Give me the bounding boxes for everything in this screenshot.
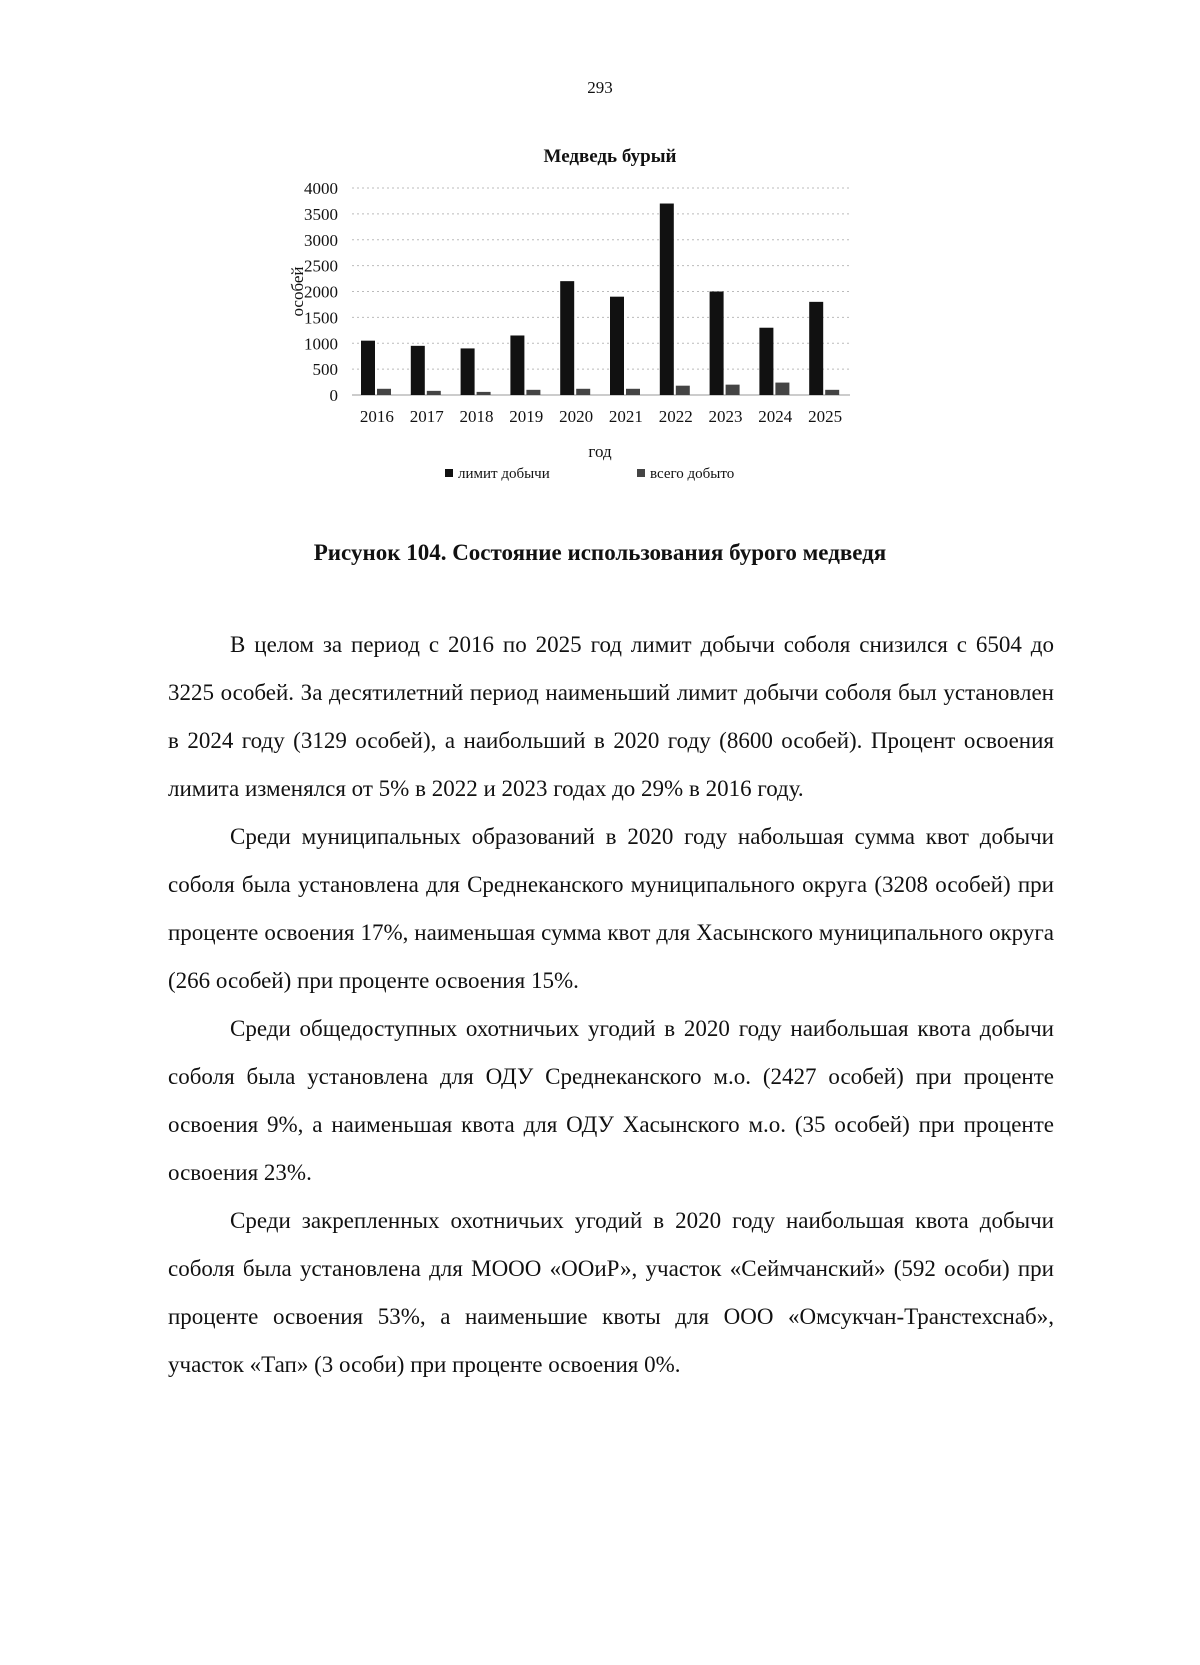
bar-harvested [377, 389, 391, 395]
bar-limit [560, 281, 574, 395]
bar-limit [809, 302, 823, 395]
x-tick-label: 2021 [608, 407, 643, 426]
bar-harvested [477, 392, 491, 395]
x-tick-label: 2023 [708, 407, 743, 426]
bar-harvested [676, 386, 690, 395]
bar-limit [759, 328, 773, 395]
paragraph-3: Среди общедоступных охотничьих угодий в 2020 году наибольшая квота добычи соболя была установлена для ОДУ Среднеканского м.о. (2427 особей) при проценте освоения 9%, а наименьшая квота для ОДУ Хасынского м.о. (35 особей) при проценте освоения 23%. [168, 1016, 1054, 1185]
x-tick-label: 2022 [658, 407, 693, 426]
bar-harvested [825, 390, 839, 395]
bar-harvested [626, 389, 640, 395]
x-tick-label: 2017 [409, 407, 444, 426]
legend-label-harvested: всего добыто [650, 466, 735, 482]
bar-harvested [526, 390, 540, 395]
body-text [168, 621, 1054, 1389]
y-tick-label: 3500 [304, 204, 338, 224]
bar-limit [510, 335, 524, 395]
y-tick-label: 0 [329, 386, 338, 405]
bar-limit [710, 292, 724, 396]
bar-chart [270, 175, 930, 515]
x-tick-label: 2024 [758, 407, 793, 426]
legend-label-limit: лимит добычи [458, 466, 550, 482]
paragraph-4: Среди закрепленных охотничьих угодий в 2020 году наибольшая квота добычи соболя была установлена для МООО «ООиР», участок «Сеймчанский» (592 особи) при проценте освоения 53%, а наименьшие квоты для ООО «Омсукчан-Транстехснаб», участок «Тап» (3 особи) при проценте освоения 0%. [168, 1208, 1054, 1377]
bar-harvested [427, 391, 441, 395]
y-tick-label: 500 [312, 360, 338, 380]
bar-limit [361, 341, 375, 395]
legend-swatch-limit [445, 469, 453, 477]
bar-harvested [726, 385, 740, 395]
y-tick-label: 1000 [304, 334, 338, 354]
x-tick-label: 2018 [459, 407, 494, 426]
paragraph-2: Среди муниципальных образований в 2020 году набольшая сумма квот добычи соболя была установлена для Среднеканского муниципального округа (3208 особей) при проценте освоения 17%, наименьшая сумма квот для Хасынского муниципального округа (266 особей) при проценте освоения 15%. [168, 824, 1054, 993]
figure-caption: Рисунок 104. Состояние использования бурого медведя [313, 540, 887, 565]
y-tick-label: 2500 [304, 256, 338, 276]
y-tick-label: 2000 [304, 282, 338, 302]
y-tick-label: 4000 [304, 179, 338, 198]
x-axis-label: год [588, 442, 612, 461]
x-tick-label: 2016 [359, 407, 394, 426]
bar-harvested [775, 383, 789, 395]
x-tick-label: 2019 [509, 407, 544, 426]
legend-swatch-harvested [637, 469, 645, 477]
x-tick-label: 2025 [808, 407, 843, 426]
page-number: 293 [587, 78, 613, 97]
bar-limit [610, 297, 624, 395]
y-axis-label: особей [288, 266, 307, 317]
bar-limit [411, 346, 425, 395]
y-tick-label: 1500 [304, 308, 338, 328]
x-tick-label: 2020 [559, 407, 594, 426]
chart-title: Медведь бурый [543, 146, 677, 167]
bar-limit [461, 348, 475, 395]
bar-limit [660, 204, 674, 395]
y-tick-label: 3000 [304, 230, 338, 250]
paragraph-1: В целом за период с 2016 по 2025 год лимит добычи соболя снизился с 6504 до 3225 особей. За десятилетний период наименьший лимит добычи соболя был установлен в 2024 году (3129 особей), а наибольший в 2020 году (8600 особей). Процент освоения лимита изменялся от 5% в 2022 и 2023 годах до 29% в 2016 году. [168, 632, 1054, 801]
bar-harvested [576, 389, 590, 395]
